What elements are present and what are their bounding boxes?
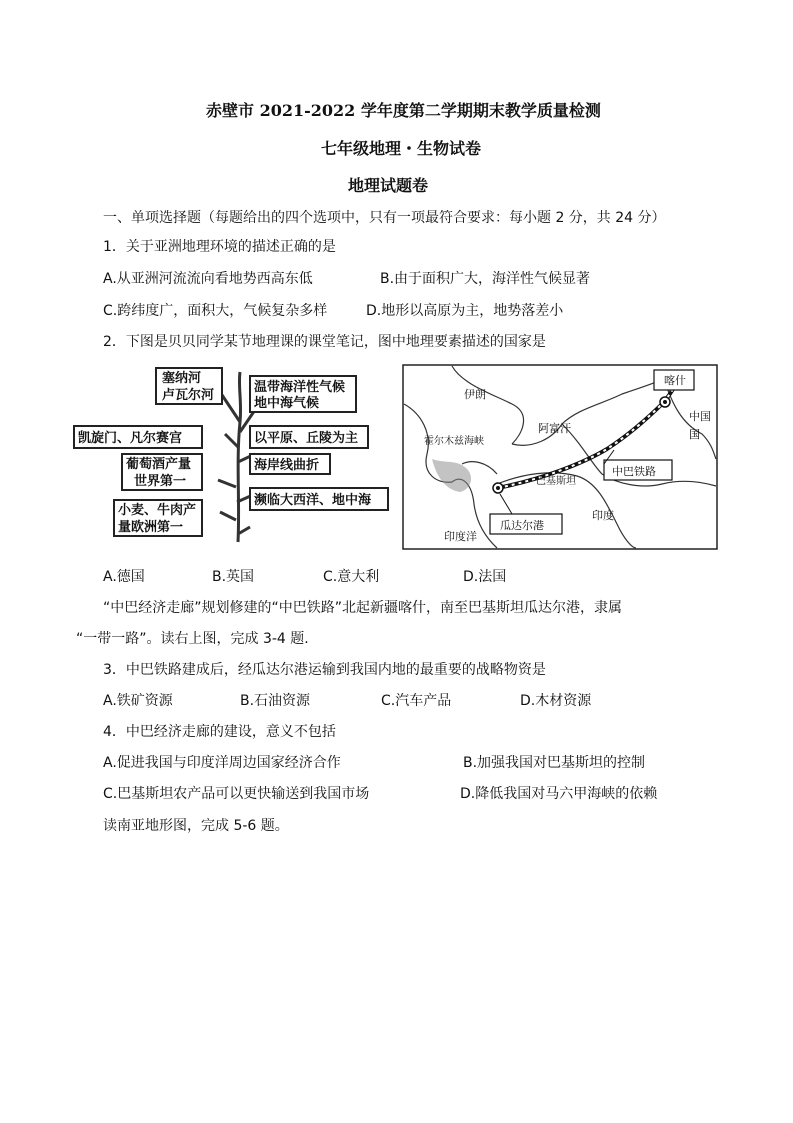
map-label-kashgar: 喀什 <box>664 374 686 387</box>
q3-option-d: D.木材资源 <box>520 693 592 709</box>
q3-stem: 3．中巴铁路建成后，经瓜达尔港运输到我国内地的最重要的战略物资是 <box>103 662 546 678</box>
map-label-china: 中国 <box>689 410 711 423</box>
q1-option-a: A.从亚洲河流流向看地势西高东低 <box>103 271 313 287</box>
q4-option-d: D.降低我国对马六甲海峡的依赖 <box>460 786 658 802</box>
q1-option-c: C.跨纬度广，面积大，气候复杂多样 <box>103 303 328 319</box>
instruction-5-6: 读南亚地形图，完成 5-6 题。 <box>103 818 289 834</box>
note-text: 世界第一 <box>134 474 187 489</box>
q3-option-b: B.石油资源 <box>240 693 311 709</box>
exam-title: 赤壁市 2021-2022 学年度第二学期期末教学质量检测 <box>206 101 601 120</box>
map-label-indian-ocean: 印度洋 <box>444 530 477 543</box>
kashgar-dot <box>663 400 667 404</box>
map-label-hormuz: 霍尔木兹海峡 <box>424 436 484 447</box>
note-text: 温带海洋性气候 <box>254 380 346 395</box>
note-text: 小麦、牛肉产 <box>118 503 197 518</box>
note-text: 卢瓦尔河 <box>162 388 215 403</box>
note-text: 地中海气候 <box>254 396 320 411</box>
q2-option-c: C.意大利 <box>323 569 380 585</box>
q1-stem: 1．关于亚洲地理环境的描述正确的是 <box>103 239 336 255</box>
q2-stem: 2．下图是贝贝同学某节地理课的课堂笔记，图中地理要素描述的国家是 <box>103 334 546 350</box>
china-pakistan-railway-map <box>402 364 718 550</box>
map-label-iran: 伊朗 <box>464 388 486 401</box>
q4-option-b: B.加强我国对巴基斯坦的控制 <box>463 755 646 771</box>
note-text: 葡萄酒产量 <box>126 457 192 472</box>
q3-option-c: C.汽车产品 <box>381 693 452 709</box>
q1-option-d: D.地形以高原为主，地势落差小 <box>366 303 564 319</box>
q4-stem: 4．中巴经济走廊的建设，意义不包括 <box>103 724 336 740</box>
map-label-afghanistan: 阿富汗 <box>538 422 571 435</box>
map-label-gwadar: 瓜达尔港 <box>500 519 544 532</box>
q3-option-a: A.铁矿资源 <box>103 693 173 709</box>
q1-option-b: B.由于面积广大，海洋性气候显著 <box>380 271 591 287</box>
passage-line-1: “中巴经济走廊”规划修建的“中巴铁路”北起新疆喀什，南至巴基斯坦瓜达尔港，隶属 <box>103 600 623 616</box>
map-label-china-2: 国 <box>689 428 700 441</box>
section-title: 地理试题卷 <box>348 176 429 195</box>
q2-option-a: A.德国 <box>103 569 145 585</box>
map-label-railway: 中巴铁路 <box>612 465 656 478</box>
map-label-pakistan: 巴基斯坦 <box>536 476 576 487</box>
passage-line-2: “一带一路”。读右上图，完成 3-4 题. <box>76 631 309 647</box>
q4-option-a: A.促进我国与印度洋周边国家经济合作 <box>103 755 341 771</box>
note-text: 塞纳河 <box>162 371 202 386</box>
q2-option-d: D.法国 <box>463 569 507 585</box>
exam-subtitle: 七年级地理・生物试卷 <box>321 139 482 158</box>
q4-option-c: C.巴基斯坦农产品可以更快输送到我国市场 <box>103 786 370 802</box>
q2-option-b: B.英国 <box>212 569 255 585</box>
note-text: 以平原、丘陵为主 <box>254 431 359 446</box>
note-text: 凯旋门、凡尔赛宫 <box>78 431 183 446</box>
note-text: 海岸线曲折 <box>254 458 320 473</box>
note-text: 量欧洲第一 <box>118 520 184 535</box>
map-label-india: 印度 <box>592 509 614 522</box>
class-notes-diagram <box>70 362 395 550</box>
note-text: 濒临大西洋、地中海 <box>254 493 372 508</box>
part1-heading: 一、单项选择题（每题给出的四个选项中，只有一项最符合要求：每小题 2 分，共 24 分） <box>103 210 666 226</box>
gwadar-port-dot <box>496 486 500 490</box>
